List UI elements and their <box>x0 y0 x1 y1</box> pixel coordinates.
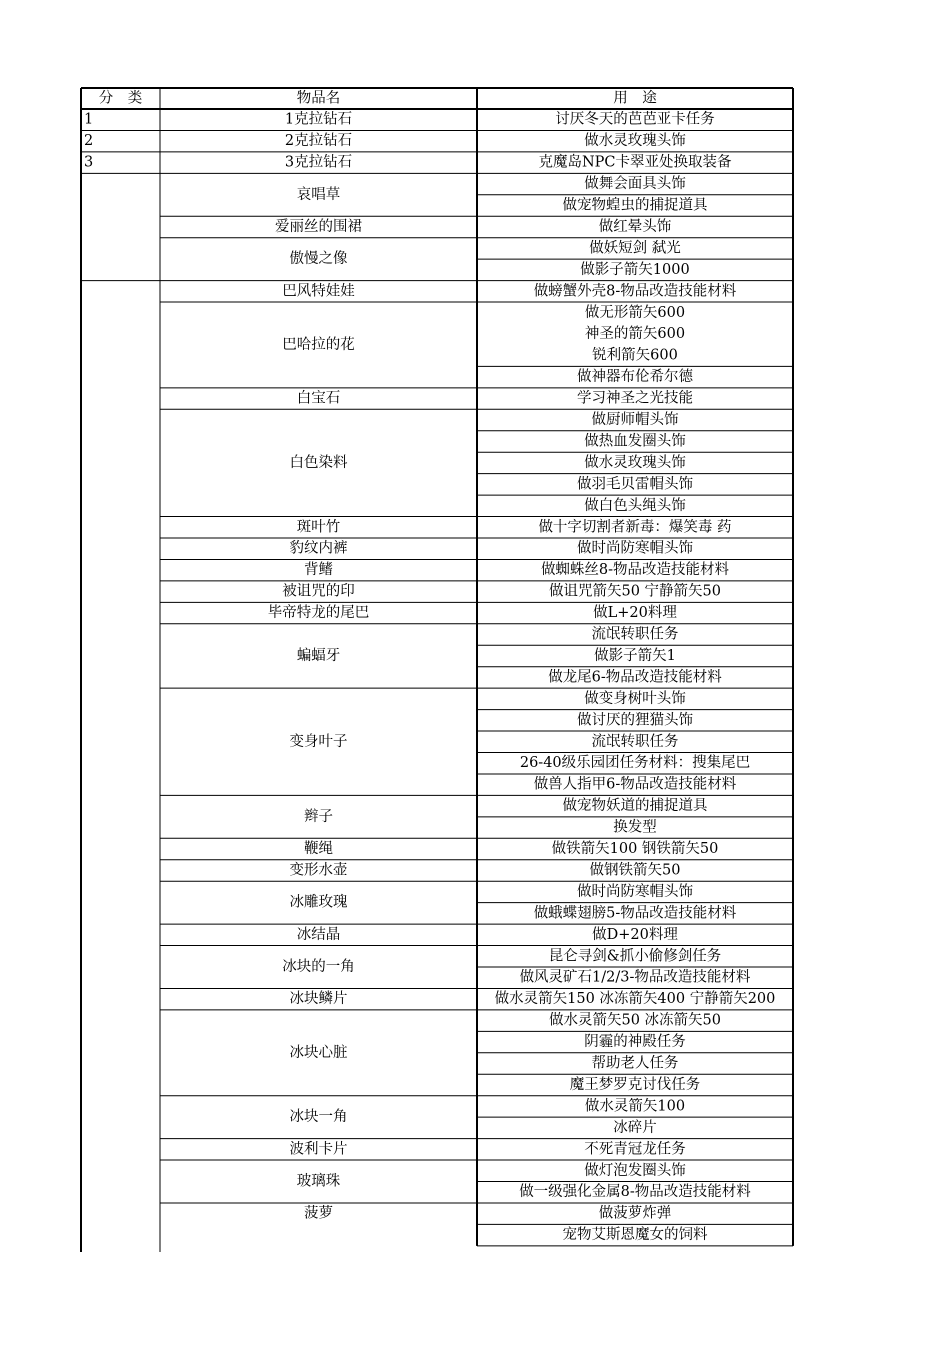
item-name-cell: 巴风特娃娃 <box>282 283 355 300</box>
use-cell: 换发型 <box>613 819 657 836</box>
item-name-cell: 冰块鳞片 <box>289 991 348 1008</box>
item-name-cell: 鞭绳 <box>304 841 333 858</box>
use-cell: 做龙尾6-物品改造技能材料 <box>548 669 722 686</box>
use-cell: 冰碎片 <box>613 1119 657 1136</box>
use-cell: 讨厌冬天的芭芭亚卡任务 <box>555 111 715 128</box>
category-cell: 3 <box>84 154 94 171</box>
use-cell: 做影子箭矢1 <box>594 647 676 664</box>
item-name-cell: 冰块心脏 <box>289 1044 348 1061</box>
header-category: 分 类 <box>98 90 143 107</box>
use-cell: 克魔岛NPC卡翠亚处换取装备 <box>538 154 732 171</box>
item-name-cell: 3克拉钻石 <box>284 154 353 171</box>
category-cell: 1 <box>84 111 94 128</box>
header-item-name: 物品名 <box>296 90 341 107</box>
use-cell: 做水灵玫瑰头饰 <box>584 454 686 471</box>
item-name-cell: 白宝石 <box>296 390 341 407</box>
use-cell: 做白色头绳头饰 <box>584 497 686 514</box>
item-name-cell: 巴哈拉的花 <box>282 336 355 353</box>
item-name-cell: 毕帝特龙的尾巴 <box>267 605 370 622</box>
table-text <box>84 89 775 1244</box>
use-cell: 做钢铁箭矢50 <box>589 862 681 879</box>
item-name-cell: 冰雕玫瑰 <box>289 894 348 911</box>
use-cell: 学习神圣之光技能 <box>577 390 693 407</box>
item-name-cell: 爱丽丝的围裙 <box>275 218 362 235</box>
use-cell: 做铁箭矢100 钢铁箭矢50 <box>551 841 719 858</box>
use-cell: 阴霾的神殿任务 <box>584 1034 686 1051</box>
use-cell: 做螃蟹外壳8-物品改造技能材料 <box>533 283 737 300</box>
use-cell: 做水灵箭矢150 冰冻箭矢400 宁静箭矢200 <box>494 991 776 1008</box>
use-cell: 做舞会面具头饰 <box>584 176 686 193</box>
use-cell: 做菠萝炸弹 <box>598 1205 672 1222</box>
use-cell: 做热血发圈头饰 <box>584 433 686 450</box>
item-name-cell: 白色染料 <box>289 454 348 471</box>
item-name-cell: 背鳍 <box>304 562 333 579</box>
use-cell: 宠物艾斯恩魔女的饲料 <box>562 1227 708 1244</box>
use-cell: 做蜘蛛丝8-物品改造技能材料 <box>540 562 730 579</box>
use-cell: 做一级强化金属8-物品改造技能材料 <box>519 1184 751 1201</box>
use-cell: 做宠物妖道的捕捉道具 <box>562 798 708 815</box>
use-cell: 做妖短剑 弑光 <box>589 240 681 257</box>
use-cell: 做红晕头饰 <box>598 218 672 235</box>
header-use: 用 途 <box>613 90 657 107</box>
use-cell: 26-40级乐园团任务材料：搜集尾巴 <box>519 755 751 772</box>
use-cell: 做水灵箭矢100 <box>584 1098 686 1115</box>
item-name-cell: 菠萝 <box>304 1205 333 1222</box>
use-cell: 做宠物蝗虫的捕捉道具 <box>562 197 708 214</box>
item-name-cell: 斑叶竹 <box>296 519 341 536</box>
item-name-cell: 冰块一角 <box>289 1109 348 1126</box>
item-name-cell: 2克拉钻石 <box>284 133 353 150</box>
item-name-cell: 波利卡片 <box>289 1141 348 1158</box>
use-cell: 做变身树叶头饰 <box>584 690 686 707</box>
use-cell: 做十字切割者新毒：爆笑毒 药 <box>538 519 732 536</box>
use-cell: 锐利箭矢600 <box>592 347 678 364</box>
item-name-cell: 蝙蝠牙 <box>296 647 341 664</box>
item-name-cell: 变身叶子 <box>289 733 348 750</box>
use-cell: 做时尚防寒帽头饰 <box>577 883 693 900</box>
use-cell: 做无形箭矢600 <box>584 304 686 321</box>
use-cell: 做厨师帽头饰 <box>591 412 679 429</box>
use-cell: 做羽毛贝雷帽头饰 <box>577 476 693 493</box>
item-name-cell: 变形水壶 <box>289 862 348 879</box>
use-cell: 流氓转职任务 <box>591 733 679 750</box>
use-cell: 做L+20料理 <box>593 605 677 622</box>
item-name-cell: 傲慢之像 <box>289 251 348 268</box>
use-cell: 神圣的箭矢600 <box>584 326 686 343</box>
use-cell: 做影子箭矢1000 <box>580 261 690 278</box>
use-cell: 做风灵矿石1/2/3-物品改造技能材料 <box>519 969 751 986</box>
use-cell: 帮助老人任务 <box>591 1055 679 1072</box>
use-cell: 流氓转职任务 <box>591 626 679 643</box>
item-name-cell: 哀唱草 <box>296 186 341 203</box>
use-cell: 做讨厌的狸猫头饰 <box>577 712 693 729</box>
use-cell: 昆仑寻剑&抓小偷修剑任务 <box>548 948 722 965</box>
item-name-cell: 玻璃珠 <box>296 1173 341 1190</box>
item-name-cell: 被诅咒的印 <box>282 583 355 600</box>
item-name-cell: 冰块的一角 <box>282 959 355 975</box>
use-cell: 做水灵箭矢50 冰冻箭矢50 <box>548 1012 722 1029</box>
use-cell: 做水灵玫瑰头饰 <box>584 133 686 150</box>
item-name-cell: 冰结晶 <box>296 926 341 943</box>
use-cell: 做时尚防寒帽头饰 <box>577 540 693 557</box>
use-cell: 魔王梦罗克讨伐任务 <box>569 1076 701 1093</box>
use-cell: 做兽人指甲6-物品改造技能材料 <box>533 776 737 793</box>
use-cell: 做诅咒箭矢50 宁静箭矢50 <box>548 583 722 600</box>
item-name-cell: 辫子 <box>304 808 333 825</box>
item-name-cell: 1克拉钻石 <box>284 111 353 128</box>
use-cell: 做蛾蝶翅膀5-物品改造技能材料 <box>533 905 737 922</box>
category-cell: 2 <box>84 133 94 150</box>
use-cell: 做神器布伦希尔德 <box>577 369 693 386</box>
item-name-cell: 豹纹内裤 <box>289 540 348 557</box>
use-cell: 不死青冠龙任务 <box>584 1141 686 1158</box>
use-cell: 做D+20料理 <box>592 926 678 943</box>
use-cell: 做灯泡发圈头饰 <box>584 1162 686 1179</box>
